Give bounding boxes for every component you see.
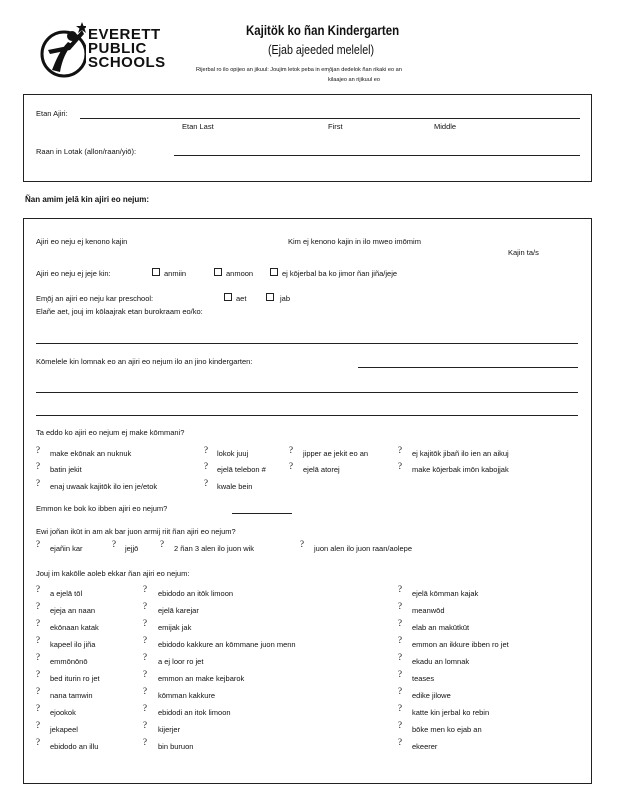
checkbox-glyph[interactable]: ? <box>398 635 402 645</box>
checkbox-glyph[interactable]: ? <box>143 584 147 594</box>
left-hand-checkbox[interactable] <box>214 268 222 276</box>
preschool-yes-checkbox[interactable] <box>224 293 232 301</box>
languages-label: Kajin ta/s <box>508 248 539 257</box>
logo-line-1: EVERETT <box>88 26 161 43</box>
checkbox-glyph[interactable]: ? <box>204 461 208 471</box>
checkbox-glyph[interactable]: ? <box>398 461 402 471</box>
likes-item: batin jekit <box>50 465 82 474</box>
checkbox-glyph[interactable]: ? <box>36 539 40 549</box>
logo-line-2: PUBLIC <box>88 40 147 57</box>
skill-item: emmon an make kejbarok <box>158 674 245 683</box>
skill-item: ejelā kōmman kajak <box>412 589 479 598</box>
right-hand-checkbox[interactable] <box>152 268 160 276</box>
skill-item: nana tamwin <box>50 691 93 700</box>
skill-item: katte kin jerbal ko rebin <box>412 708 490 717</box>
preschool-answer-line[interactable] <box>36 343 578 344</box>
reading-label: Ewi joñan ikūt in am ak bar juon armij riit ñan ajiri eo nejum? <box>36 527 236 536</box>
likes-item: ej kajitōk jibañ ilo ien an aikuj <box>412 449 509 458</box>
checkbox-glyph[interactable]: ? <box>398 445 402 455</box>
reading-option: ejañin kar <box>50 544 83 553</box>
preschool-label: Em̧ōj an ajiri eo neju kar preschool: <box>36 294 154 303</box>
skill-item: a ejelā tōl <box>50 589 83 598</box>
student-name-box <box>23 94 592 182</box>
likes-item: kwale bein <box>217 482 253 491</box>
checkbox-glyph[interactable]: ? <box>143 669 147 679</box>
checkbox-glyph[interactable]: ? <box>398 584 402 594</box>
writing-hand-label: Ajiri eo neju ej jeje kin: <box>36 269 111 278</box>
skill-item: kapeel ilo jiña <box>50 640 96 649</box>
right-hand-option: anmiin <box>164 269 187 278</box>
left-hand-option: anmoon <box>226 269 254 278</box>
reading-option: jejjō <box>125 544 139 553</box>
skill-item: bin buruon <box>158 742 194 751</box>
skill-item: ejeja an naan <box>50 606 96 615</box>
skill-item: ekōnaan katak <box>50 623 99 632</box>
reading-option: juon alen ilo juon raan/aolepe <box>314 544 412 553</box>
skill-item: ejookok <box>50 708 76 717</box>
likes-item: enaj uwaak kajitōk ilo ien je/etok <box>50 482 158 491</box>
preschool-detail-label: Elañe aet, jouj im kōlaajrak etan burokraam eo/ko: <box>36 307 203 316</box>
skill-item: ebidodo an itōk limoon <box>158 589 234 598</box>
skill-item: emmon an ikkure ibben ro jet <box>412 640 509 649</box>
books-label: Emmon ke bok ko ibben ajiri eo nejum? <box>36 504 168 513</box>
preschool-no-checkbox[interactable] <box>266 293 274 301</box>
checkbox-glyph[interactable]: ? <box>398 737 402 747</box>
checkbox-glyph[interactable]: ? <box>36 635 40 645</box>
office-instruction-1: Rijerbal ro ilo opijeo an jikuul: Joujim letok peba in em̧ōjan dedelok ñan rikaki eo an <box>196 67 402 73</box>
section-heading: Ñan amim jelā kin ajiri eo nejum: <box>25 195 150 204</box>
checkbox-glyph[interactable]: ? <box>36 445 40 455</box>
skill-item: ebidodo an illu <box>50 742 99 751</box>
checkbox-glyph[interactable]: ? <box>143 618 147 628</box>
checkbox-glyph[interactable]: ? <box>289 461 293 471</box>
reading-option: 2 ñan 3 alen ilo juon wik <box>174 544 255 553</box>
both-hands-checkbox[interactable] <box>270 268 278 276</box>
language-label: Ajiri eo neju ej kenono kajin <box>36 237 128 246</box>
skill-item: ebidodo kakkure an kōmmane juon menn <box>158 640 296 649</box>
checkbox-glyph[interactable]: ? <box>36 652 40 662</box>
home-language-label: Kim ej kenono kajin in ilo mweo imōmim <box>288 237 421 246</box>
learning-line-3[interactable] <box>36 415 578 416</box>
skill-item: emijak jak <box>158 623 192 632</box>
checkbox-glyph[interactable]: ? <box>36 720 40 730</box>
likes-item: ejelā atorej <box>303 465 340 474</box>
checkbox-glyph[interactable]: ? <box>398 686 402 696</box>
page-subtitle: (Ejab ajeeded melelel) <box>268 42 375 57</box>
checkbox-glyph[interactable]: ? <box>36 478 40 488</box>
student-name-line[interactable] <box>80 118 580 119</box>
checkbox-glyph[interactable]: ? <box>112 539 116 549</box>
skill-item: meanwōd <box>412 606 445 615</box>
checkbox-glyph[interactable]: ? <box>36 737 40 747</box>
skill-item: a ej loor ro jet <box>158 657 204 666</box>
birthdate-line[interactable] <box>174 155 580 156</box>
checkbox-glyph[interactable]: ? <box>398 618 402 628</box>
skill-item: emmōnōnō <box>50 657 88 666</box>
skill-item: ekeerer <box>412 742 438 751</box>
checkbox-glyph[interactable]: ? <box>143 601 147 611</box>
learning-label: Kōmelele kin lomnak eo an ajiri eo nejum ilo an jino kindergarten: <box>36 357 253 366</box>
checkbox-glyph[interactable]: ? <box>398 669 402 679</box>
first-name-label: First <box>328 122 343 131</box>
likes-item: jipper ae jekit eo an <box>303 449 369 458</box>
student-name-label: Etan Ajiri: <box>36 109 68 118</box>
checkbox-glyph[interactable]: ? <box>398 703 402 713</box>
checkbox-glyph[interactable]: ? <box>143 635 147 645</box>
checkbox-glyph[interactable]: ? <box>143 652 147 662</box>
checkbox-glyph[interactable]: ? <box>36 461 40 471</box>
checkbox-glyph[interactable]: ? <box>204 445 208 455</box>
checkbox-glyph[interactable]: ? <box>143 703 147 713</box>
school-logo <box>38 20 178 80</box>
office-instruction-2: kilaajeo an rijikuul eo <box>328 77 380 83</box>
likes-item: make kōjerbak imōn kabojjak <box>412 465 509 474</box>
checkbox-glyph[interactable]: ? <box>36 618 40 628</box>
checkbox-glyph[interactable]: ? <box>289 445 293 455</box>
skills-label: Jouj im kakōlle aoleb ekkar ñan ajiri eo nejum: <box>36 569 190 578</box>
likes-item: make ekōnak an nuknuk <box>50 449 132 458</box>
logo-figure-icon <box>38 20 86 78</box>
learning-line-1[interactable] <box>358 367 578 368</box>
checkbox-glyph[interactable]: ? <box>204 478 208 488</box>
checkbox-glyph[interactable]: ? <box>36 669 40 679</box>
skill-item: edike jilowe <box>412 691 451 700</box>
skill-item: ebidodi an itok limoon <box>158 708 231 717</box>
logo-line-3: SCHOOLS <box>88 54 166 71</box>
skill-item: bōke men ko ejab an <box>412 725 482 734</box>
checkbox-glyph[interactable]: ? <box>398 720 402 730</box>
checkbox-glyph[interactable]: ? <box>36 703 40 713</box>
page-title: Kajitök ko ñan Kindergarten <box>246 22 400 38</box>
checkbox-glyph[interactable]: ? <box>143 686 147 696</box>
books-answer-line[interactable] <box>232 513 292 514</box>
birthdate-label: Raan in Lotak (allon/raan/yiō): <box>36 147 137 156</box>
skill-item: ekadu an lomnak <box>412 657 470 666</box>
checkbox-glyph[interactable]: ? <box>300 539 304 549</box>
checkbox-glyph[interactable]: ? <box>143 720 147 730</box>
likes-item: lokok juuj <box>217 449 249 458</box>
both-hands-option: ej kōjerbal ba ko jimor ñan jiña/jeje <box>282 269 398 278</box>
last-name-label: Etan Last <box>182 122 214 131</box>
checkbox-glyph[interactable]: ? <box>36 584 40 594</box>
skill-item: teases <box>412 674 435 683</box>
checkbox-glyph[interactable]: ? <box>398 652 402 662</box>
preschool-yes-label: aet <box>236 294 247 303</box>
checkbox-glyph[interactable]: ? <box>36 686 40 696</box>
checkbox-glyph[interactable]: ? <box>143 737 147 747</box>
likes-item: ejelā telebon # <box>217 465 266 474</box>
skill-item: kijerjer <box>158 725 181 734</box>
skill-item: ejelā karejar <box>158 606 199 615</box>
preschool-no-label: jab <box>280 294 291 303</box>
checkbox-glyph[interactable]: ? <box>398 601 402 611</box>
checkbox-glyph[interactable]: ? <box>36 601 40 611</box>
middle-name-label: Middle <box>434 122 457 131</box>
skill-item: elab an makūtkūt <box>412 623 470 632</box>
checkbox-glyph[interactable]: ? <box>160 539 164 549</box>
likes-label: Ta eddo ko ajiri eo nejum ej make kōmmani? <box>36 428 185 437</box>
skill-item: jekapeel <box>50 725 78 734</box>
learning-line-2[interactable] <box>36 392 578 393</box>
skill-item: kōmman kakkure <box>158 691 216 700</box>
skill-item: bed iturin ro jet <box>50 674 100 683</box>
